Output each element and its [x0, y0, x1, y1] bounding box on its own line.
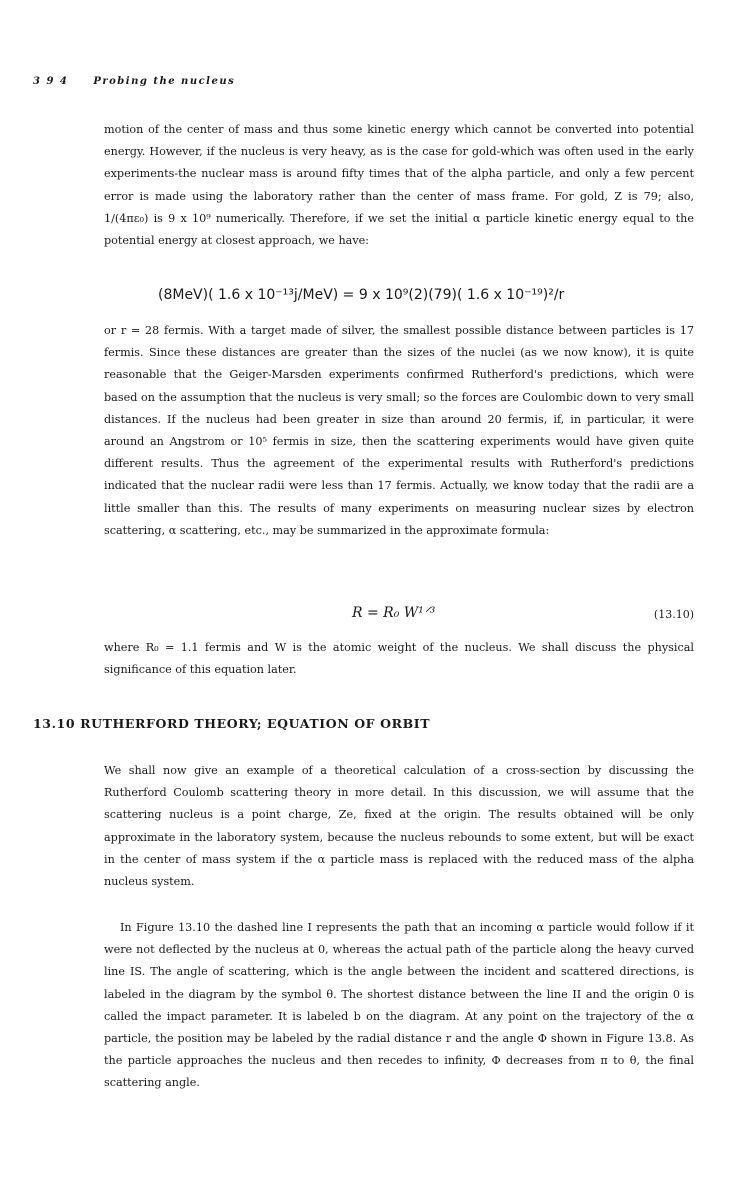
- paragraph-nuclear-size: [104, 320, 694, 542]
- equation-number: (13.10): [653, 608, 694, 621]
- equation-nuclear-radius: [104, 605, 694, 629]
- paragraph-kinetic-energy: [104, 119, 694, 252]
- paragraph-radius-definition: [104, 637, 694, 681]
- paragraph-1-text: motion of the center of mass and thus some kinetic energy which cannot be converted into potential energy. However, if the nucleus is very heavy, as is the case for gold-which was often used in the early experiments-the nuclear mass is around fifty times that of the alpha particle, and only a few percent error is made using the laboratory rather than the center of mass frame. For gold, Z is 79; also, 1/(4πε₀) is 9 x 10⁹ numerically. Therefore, if we set the initial α particle kinetic energy equal to the potential energy at closest approach, we have:: [104, 123, 694, 248]
- section-heading: 13.10 RUTHERFORD THEORY; EQUATION OF ORBIT: [33, 716, 431, 731]
- paragraph-3-text: where R₀ = 1.1 fermis and W is the atomic weight of the nucleus. We shall discuss the physical significance of this equation later.: [104, 641, 694, 677]
- running-head: [33, 76, 235, 87]
- paragraph-orbit-description: [104, 917, 694, 1095]
- paragraph-2-text: or r = 28 fermis. With a target made of silver, the smallest possible distance between particles is 17 fermis. Since these distances are greater than the sizes of the nuclei (as we now know), it is quite reasonable that the Geiger-Marsden experiments confirmed Rutherford's predictions, which were based on the assumption that the nucleus is very small; so the forces are Coulombic down to very small distances. If the nucleus had been greater in size than around 20 fermis, if, in particular, it were around an Angstrom or 10⁵ fermis in size, then the scattering experiments would have given quite different results. Thus the agreement of the experimental results with Rutherford's predictions indicated that the nuclear radii were less than 17 fermis. Actually, we know today that the radii are a little smaller than this. The results of many experiments on measuring nuclear sizes by electron scattering, α scattering, etc., may be summarized in the approximate formula:: [104, 324, 694, 537]
- paragraph-4-text: We shall now give an example of a theoretical calculation of a cross-section by discussing the Rutherford Coulomb scattering theory in more detail. In this discussion, we will assume that the scattering nucleus is a point charge, Ze, fixed at the origin. The results obtained will be only approximate in the laboratory system, because the nucleus rebounds to some extent, but will be exact in the center of mass system if the α particle mass is replaced with the reduced mass of the alpha nucleus system.: [104, 764, 694, 889]
- page-number: 3 9 4: [33, 76, 69, 87]
- equation-closest-approach: (8MeV)( 1.6 x 10⁻¹³j/MeV) = 9 x 10⁹(2)(79)( 1.6 x 10⁻¹⁹)²/r: [158, 287, 565, 303]
- radius-formula: R = R₀ W¹ᐟ³: [352, 605, 436, 621]
- paragraph-5-text: In Figure 13.10 the dashed line I represents the path that an incoming α particle would follow if it were not deflected by the nucleus at 0, whereas the actual path of the particle along the heavy curved line IS. The angle of scattering, which is the angle between the incident and scattered directions, is labeled in the diagram by the symbol θ. The shortest distance between the line II and the origin 0 is called the impact parameter. It is labeled b on the diagram. At any point on the trajectory of the α particle, the position may be labeled by the radial distance r and the angle Φ shown in Figure 13.8. As the particle approaches the nucleus and then recedes to infinity, Φ decreases from π to θ, the final scattering angle.: [104, 921, 694, 1090]
- running-title: Probing the nucleus: [93, 76, 236, 87]
- paragraph-rutherford-intro: [104, 760, 694, 893]
